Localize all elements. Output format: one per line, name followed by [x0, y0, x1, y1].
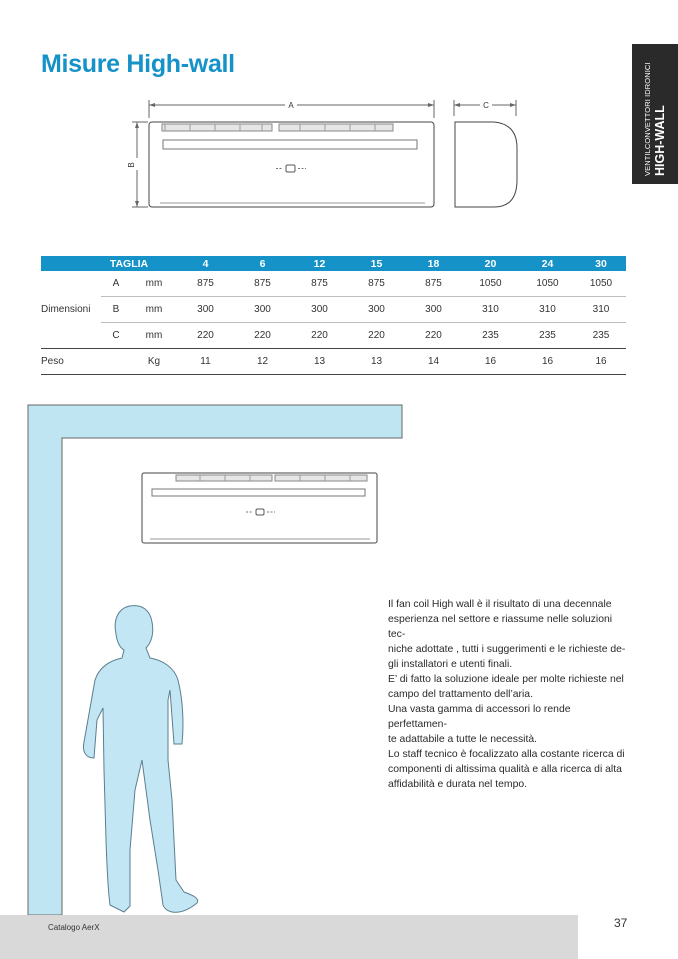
- value-cell: 310: [519, 297, 576, 323]
- description-paragraph: Lo staff tecnico è focalizzato alla costante ricerca di componenti di altissima qualità e alla ricerca di alta affidabilità e durata nel tempo.: [388, 749, 625, 790]
- unit-cell: mm: [131, 323, 177, 349]
- page-number: 37: [614, 916, 628, 930]
- size-header: TAGLIA: [41, 256, 177, 271]
- value-cell: 11: [177, 349, 234, 375]
- value-cell: 235: [519, 323, 576, 349]
- size-col: 6: [234, 256, 291, 271]
- value-cell: 300: [348, 297, 405, 323]
- value-cell: 310: [576, 297, 626, 323]
- value-cell: 1050: [576, 271, 626, 297]
- description-paragraph: E’ di fatto la soluzione ideale per molte richieste nel campo del trattamento dell’aria.: [388, 674, 624, 700]
- catalog-name: Catalogo AerX: [48, 923, 100, 932]
- size-col: 20: [462, 256, 519, 271]
- dim-c-label: C: [483, 101, 489, 110]
- unit-cell: mm: [131, 297, 177, 323]
- page-title: Misure High-wall: [41, 50, 235, 78]
- value-cell: 16: [576, 349, 626, 375]
- value-cell: 1050: [462, 271, 519, 297]
- value-cell: 235: [576, 323, 626, 349]
- peso-label: Peso: [41, 349, 101, 375]
- value-cell: 14: [405, 349, 462, 375]
- value-cell: 875: [348, 271, 405, 297]
- size-col: 15: [348, 256, 405, 271]
- dim-a-label: A: [288, 101, 294, 110]
- footer-bar: [0, 915, 578, 959]
- dim-code: B: [101, 297, 131, 323]
- unit-cell: mm: [131, 271, 177, 297]
- value-cell: 220: [348, 323, 405, 349]
- value-cell: 300: [234, 297, 291, 323]
- value-cell: 300: [177, 297, 234, 323]
- value-cell: 300: [291, 297, 348, 323]
- size-col: 18: [405, 256, 462, 271]
- unit-cell: Kg: [131, 349, 177, 375]
- size-col: 4: [177, 256, 234, 271]
- description-paragraph: Una vasta gamma di accessori lo rende perfettamen- te adattabile a tutte le necessità.: [388, 704, 571, 745]
- size-col: 12: [291, 256, 348, 271]
- size-col: 30: [576, 256, 626, 271]
- installed-unit-drawing: [142, 473, 377, 543]
- value-cell: 220: [291, 323, 348, 349]
- value-cell: 12: [234, 349, 291, 375]
- value-cell: 875: [405, 271, 462, 297]
- value-cell: 1050: [519, 271, 576, 297]
- value-cell: 875: [291, 271, 348, 297]
- value-cell: 310: [462, 297, 519, 323]
- value-cell: 875: [177, 271, 234, 297]
- section-tab-subtitle: VENTILCONVETTORI IDRONICI: [643, 62, 652, 176]
- dimensioni-label: Dimensioni: [41, 271, 101, 349]
- value-cell: 235: [462, 323, 519, 349]
- value-cell: 300: [405, 297, 462, 323]
- dim-code: C: [101, 323, 131, 349]
- section-tab-title: HIGH-WALL: [653, 105, 667, 176]
- value-cell: 220: [405, 323, 462, 349]
- size-col: 24: [519, 256, 576, 271]
- value-cell: 220: [177, 323, 234, 349]
- value-cell: 13: [348, 349, 405, 375]
- value-cell: 13: [291, 349, 348, 375]
- person-silhouette: [83, 606, 197, 913]
- description-paragraph: Il fan coil High wall è il risultato di una decennale esperienza nel settore e riassume nelle soluzioni tec- niche adottate , tutti i suggerimenti e le richieste de- gli installatori e utenti finali.: [388, 599, 626, 670]
- value-cell: 875: [234, 271, 291, 297]
- value-cell: 16: [462, 349, 519, 375]
- description-text: [388, 597, 626, 792]
- value-cell: 16: [519, 349, 576, 375]
- dim-code: A: [101, 271, 131, 297]
- dim-b-label: B: [127, 162, 136, 168]
- value-cell: 220: [234, 323, 291, 349]
